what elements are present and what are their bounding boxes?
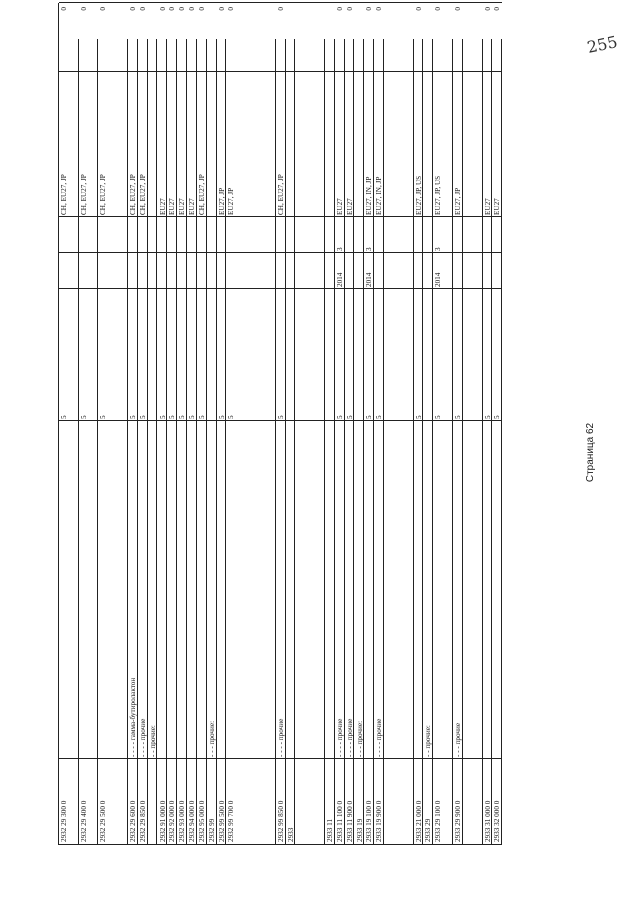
cell-yr <box>138 253 148 289</box>
cell-fin: 0 <box>483 7 492 11</box>
column-divider <box>59 420 502 421</box>
cell-fin: 0 <box>128 7 137 11</box>
cell-red: 3 <box>335 247 344 251</box>
cell-desc <box>286 421 296 759</box>
cell-fin: 0 <box>227 7 236 11</box>
cell-desc <box>226 421 275 759</box>
cell-desc: - - прочие: <box>148 725 157 757</box>
cell-yr <box>207 253 217 289</box>
cell-yr <box>384 253 414 289</box>
cell-desc <box>325 421 335 759</box>
table-row <box>128 7 138 844</box>
cell-desc <box>158 421 168 759</box>
cell-yr: 2014 <box>335 272 344 287</box>
cell-red <box>374 217 384 253</box>
column-divider <box>59 216 502 217</box>
table-row <box>374 7 384 844</box>
cell-code: 2932 99 500 0 <box>217 800 226 842</box>
cell-desc <box>492 421 502 759</box>
cell-red <box>483 217 493 253</box>
cell-rate <box>423 289 433 421</box>
cell-yr <box>98 253 128 289</box>
cell-red <box>325 217 335 253</box>
cell-yr <box>276 253 286 289</box>
cell-cty: EU27 <box>493 198 502 215</box>
table-row <box>138 7 148 844</box>
cell-fin: 0 <box>158 7 167 11</box>
cell-code <box>148 759 158 844</box>
cell-cty: EU27, JP <box>454 187 462 215</box>
column-divider <box>59 288 502 289</box>
cell-cty: CH, EU27, JP <box>99 174 108 215</box>
cell-cty: EU27 <box>178 198 187 215</box>
cell-rate: 5 <box>345 415 354 419</box>
cell-code: 2933 31 000 0 <box>483 800 492 842</box>
cell-yr: 2014 <box>365 272 374 287</box>
cell-desc: - - - - прочие <box>138 718 147 757</box>
cell-yr <box>177 253 187 289</box>
cell-desc <box>414 421 424 759</box>
cell-red <box>138 217 148 253</box>
table-row <box>217 7 227 844</box>
cell-desc <box>187 421 197 759</box>
cell-fin: 0 <box>138 7 147 11</box>
cell-code: 2933 11 900 0 <box>345 800 354 842</box>
cell-cty: CH, EU27, JP <box>138 174 147 215</box>
cell-cty: EU27 <box>168 198 177 215</box>
cell-code: 2933 32 000 0 <box>493 800 502 842</box>
cell-fin <box>148 3 158 72</box>
table-row <box>345 7 355 844</box>
cell-yr <box>463 253 483 289</box>
column-divider <box>59 758 502 759</box>
cell-desc <box>197 421 207 759</box>
cell-desc <box>167 421 177 759</box>
cell-yr <box>167 253 177 289</box>
cell-cty: EU27, JP, US <box>434 175 443 215</box>
table-row <box>226 7 275 844</box>
cell-yr <box>158 253 168 289</box>
cell-rate <box>325 289 335 421</box>
cell-cty: EU27, JP <box>227 187 236 215</box>
cell-red <box>177 217 187 253</box>
table-row <box>207 39 217 844</box>
cell-code: 2933 19 900 0 <box>375 800 384 842</box>
cell-code: 2933 29 900 0 <box>454 800 462 842</box>
cell-yr <box>286 253 296 289</box>
cell-rate: 5 <box>454 415 462 419</box>
cell-rate: 5 <box>375 415 384 419</box>
cell-fin: 0 <box>178 7 187 11</box>
cell-rate: 5 <box>79 415 88 419</box>
cell-red <box>226 217 275 253</box>
cell-code <box>384 759 414 844</box>
cell-code: 2933 29 100 0 <box>434 800 443 842</box>
cell-cty: CH, EU27, JP <box>197 174 206 215</box>
cell-rate <box>148 289 158 421</box>
cell-desc: - - - - прочие <box>335 718 344 757</box>
cell-red <box>158 217 168 253</box>
cell-code: 2932 92 000 0 <box>168 800 177 842</box>
cell-rate <box>355 289 365 421</box>
cell-fin: 0 <box>188 7 197 11</box>
cell-cty <box>286 72 296 217</box>
cell-cty: CH, EU27, JP <box>60 174 68 215</box>
cell-yr <box>345 253 355 289</box>
cell-red <box>384 217 414 253</box>
cell-code: 2932 91 000 0 <box>158 800 167 842</box>
cell-red <box>98 217 128 253</box>
cell-code: 2932 94 000 0 <box>188 800 197 842</box>
cell-red <box>217 217 227 253</box>
cell-code: 2932 95 000 0 <box>197 800 206 842</box>
cell-red <box>59 217 79 253</box>
cell-red <box>286 217 296 253</box>
column-divider <box>59 252 502 253</box>
cell-fin <box>384 3 414 72</box>
cell-desc <box>59 421 79 759</box>
table-row <box>59 7 79 844</box>
cell-desc <box>98 421 128 759</box>
table-row <box>325 39 335 844</box>
cell-fin <box>286 3 296 72</box>
cell-yr <box>492 253 502 289</box>
cell-desc: - - - прочие: <box>207 720 216 757</box>
cell-cty: CH, EU27, JP <box>128 174 137 215</box>
cell-desc: - - прочие: <box>424 725 433 757</box>
cell-rate: 5 <box>168 415 177 419</box>
cell-cty: EU27 <box>345 198 354 215</box>
cell-fin: 0 <box>276 7 285 11</box>
cell-rate: 5 <box>483 415 492 419</box>
cell-red <box>197 217 207 253</box>
cell-fin: 0 <box>99 7 108 11</box>
cell-cty: EU27 <box>188 198 197 215</box>
cell-yr <box>295 253 325 289</box>
cell-cty: EU27, JP, US <box>414 175 423 215</box>
table-row <box>433 7 453 844</box>
cell-code: 2932 29 600 0 <box>128 800 137 842</box>
cell-code: 2932 29 300 0 <box>60 800 68 842</box>
page-footer: Страница 62 <box>585 422 596 483</box>
table-row <box>98 7 128 844</box>
cell-cty: EU27 <box>483 198 492 215</box>
cell-rate: 5 <box>493 415 502 419</box>
cell-desc <box>79 421 99 759</box>
cell-desc: - - - - прочие <box>276 718 285 757</box>
table-row <box>148 39 158 844</box>
cell-code: 2932 29 850 0 <box>138 800 147 842</box>
cell-desc <box>177 421 187 759</box>
cell-yr <box>325 253 335 289</box>
cell-red <box>423 217 433 253</box>
table-row <box>177 7 187 844</box>
cell-code: 2933 19 100 0 <box>365 800 374 842</box>
cell-desc: - - - - прочие <box>375 718 384 757</box>
cell-fin: 0 <box>79 7 88 11</box>
cell-red <box>492 217 502 253</box>
cell-rate: 5 <box>276 415 285 419</box>
cell-red <box>355 217 365 253</box>
table-row <box>167 7 177 844</box>
table-row <box>158 7 168 844</box>
cell-red <box>187 217 197 253</box>
cell-cty <box>207 72 217 217</box>
handwritten-page-number: 255 <box>585 32 620 57</box>
cell-desc <box>384 421 414 759</box>
cell-rate: 5 <box>414 415 423 419</box>
cell-rate <box>384 289 414 421</box>
cell-desc <box>483 421 493 759</box>
cell-cty: EU27, IN, JP <box>375 176 384 215</box>
table-row <box>79 7 99 844</box>
cell-fin <box>355 3 365 72</box>
tariff-table <box>58 3 502 845</box>
cell-yr <box>217 253 227 289</box>
cell-rate <box>286 289 296 421</box>
cell-rate <box>207 289 217 421</box>
cell-code <box>463 759 483 844</box>
cell-yr <box>374 253 384 289</box>
cell-yr: 2014 <box>434 272 443 287</box>
cell-fin: 0 <box>60 7 68 11</box>
cell-cty: EU27 <box>335 198 344 215</box>
cell-rate: 5 <box>227 415 236 419</box>
cell-rate: 5 <box>60 415 68 419</box>
cell-cty <box>325 72 335 217</box>
cell-cty <box>148 72 158 217</box>
cell-code: 2932 93 000 0 <box>178 800 187 842</box>
table-row <box>197 7 207 844</box>
table-row <box>187 7 197 844</box>
cell-rate: 5 <box>335 415 344 419</box>
cell-red: 3 <box>365 247 374 251</box>
cell-cty: EU27, JP <box>217 187 226 215</box>
cell-desc <box>364 421 374 759</box>
cell-yr <box>128 253 138 289</box>
cell-yr <box>148 253 158 289</box>
cell-desc <box>295 421 325 759</box>
cell-fin <box>207 3 217 72</box>
cell-rate: 5 <box>197 415 206 419</box>
table-row <box>355 39 365 844</box>
cell-red <box>207 217 217 253</box>
cell-fin <box>325 3 335 72</box>
cell-fin: 0 <box>493 7 502 11</box>
cell-rate: 5 <box>365 415 374 419</box>
cell-code: 2933 21 000 0 <box>414 800 423 842</box>
cell-desc <box>217 421 227 759</box>
cell-yr <box>355 253 365 289</box>
cell-red <box>345 217 355 253</box>
cell-rate <box>463 289 483 421</box>
cell-yr <box>453 253 463 289</box>
cell-code <box>295 759 325 844</box>
cell-desc <box>433 421 453 759</box>
cell-fin <box>423 3 433 72</box>
cell-desc: - - - прочие <box>454 722 462 757</box>
table-row <box>453 7 463 844</box>
cell-fin: 0 <box>375 7 384 11</box>
table-row <box>423 39 433 844</box>
cell-code: 2933 29 <box>424 818 433 842</box>
cell-code: 2933 <box>286 827 295 842</box>
cell-rate: 5 <box>188 415 197 419</box>
cell-code: 2932 99 700 0 <box>227 800 236 842</box>
column-divider <box>59 71 502 72</box>
cell-cty: CH, EU27, JP <box>79 174 88 215</box>
cell-fin: 0 <box>365 7 374 11</box>
cell-code: 2933 11 <box>325 818 334 842</box>
cell-red <box>79 217 99 253</box>
cell-cty <box>355 72 365 217</box>
cell-yr <box>414 253 424 289</box>
table-row <box>414 7 424 844</box>
cell-rate: 5 <box>434 415 443 419</box>
cell-cty: EU27, IN, JP <box>365 176 374 215</box>
cell-code: 2933 19 <box>355 818 364 842</box>
cell-fin: 0 <box>345 7 354 11</box>
cell-yr <box>483 253 493 289</box>
cell-rate <box>295 289 325 421</box>
table-row <box>276 7 286 844</box>
cell-yr <box>197 253 207 289</box>
cell-red <box>414 217 424 253</box>
table-row <box>384 39 414 844</box>
cell-yr <box>187 253 197 289</box>
cell-rate: 5 <box>99 415 108 419</box>
cell-code: 2933 11 100 0 <box>335 800 344 842</box>
cell-red <box>167 217 177 253</box>
table-row <box>335 7 345 844</box>
cell-fin: 0 <box>217 7 226 11</box>
cell-fin: 0 <box>434 7 443 11</box>
cell-cty: CH, EU27, JP <box>276 174 285 215</box>
cell-rate: 5 <box>178 415 187 419</box>
cell-rate: 5 <box>158 415 167 419</box>
cell-rate: 5 <box>128 415 137 419</box>
cell-cty <box>384 72 414 217</box>
cell-red <box>295 217 325 253</box>
cell-code: 2932 29 500 0 <box>99 800 108 842</box>
cell-fin: 0 <box>168 7 177 11</box>
cell-desc: - - - - гамма-бутиролактон <box>128 677 137 757</box>
cell-red <box>128 217 138 253</box>
cell-desc: - - - прочие: <box>355 720 364 757</box>
cell-fin: 0 <box>197 7 206 11</box>
cell-rate: 5 <box>217 415 226 419</box>
cell-code: 2932 99 <box>207 818 216 842</box>
cell-red <box>276 217 286 253</box>
cell-cty <box>423 72 433 217</box>
cell-fin: 0 <box>414 7 423 11</box>
cell-red: 3 <box>434 247 443 251</box>
cell-cty <box>295 72 325 217</box>
table-row <box>463 39 483 844</box>
cell-red <box>453 217 463 253</box>
cell-code: 2932 99 850 0 <box>276 800 285 842</box>
cell-yr <box>423 253 433 289</box>
cell-cty: EU27 <box>158 198 167 215</box>
cell-yr <box>59 253 79 289</box>
cell-fin <box>463 3 483 72</box>
cell-desc: - - - - прочие <box>345 718 354 757</box>
table-row <box>364 7 374 844</box>
column-divider <box>59 2 502 3</box>
cell-rate: 5 <box>138 415 147 419</box>
table-row <box>492 7 502 844</box>
cell-yr <box>79 253 99 289</box>
cell-fin: 0 <box>335 7 344 11</box>
table-row <box>286 39 296 844</box>
cell-code: 2932 29 400 0 <box>79 800 88 842</box>
cell-fin <box>295 3 325 72</box>
table-row <box>483 7 493 844</box>
cell-yr <box>226 253 275 289</box>
cell-red <box>463 217 483 253</box>
cell-desc <box>463 421 483 759</box>
cell-cty <box>463 72 483 217</box>
cell-fin: 0 <box>454 7 462 11</box>
table-row <box>295 39 325 844</box>
cell-red <box>148 217 158 253</box>
